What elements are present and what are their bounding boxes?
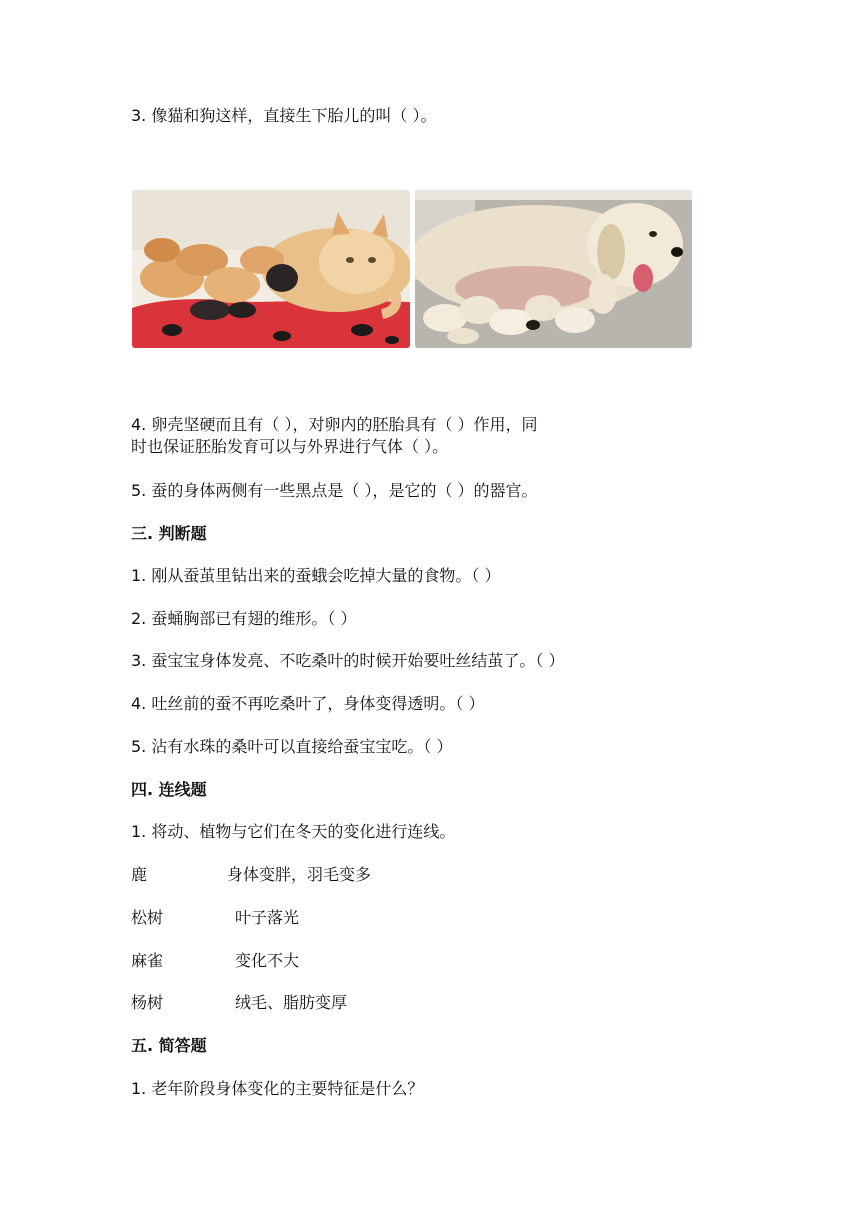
judgment-item-5: 5. 沾有水珠的桑叶可以直接给蚕宝宝吃。（ ） — [131, 737, 453, 756]
matching-left-item: 麻雀 — [131, 951, 164, 970]
matching-right-item: 变化不大 — [235, 951, 300, 970]
fill-blank-question-4-line1: 4. 卵壳坚硬而且有（ ），对卵内的胚胎具有（ ）作用，同 — [131, 415, 538, 434]
matching-right-item: 身体变胖，羽毛变多 — [227, 865, 372, 884]
matching-left-item: 松树 — [131, 908, 164, 927]
dog-nursing-photo — [415, 190, 692, 348]
fill-blank-question-3: 3. 像猫和狗这样，直接生下胎儿的叫（ ）。 — [131, 106, 437, 125]
judgment-item-4: 4. 吐丝前的蚕不再吃桑叶了，身体变得透明。（ ） — [131, 694, 485, 713]
matching-left-item: 鹿 — [131, 865, 148, 884]
short-answer-question: 1. 老年阶段身体变化的主要特征是什么？ — [131, 1079, 424, 1098]
matching-right-item: 绒毛、脂肪变厚 — [235, 993, 348, 1012]
matching-question: 1. 将动、植物与它们在冬天的变化进行连线。 — [131, 822, 456, 841]
section-matching-title: 四. 连线题 — [131, 780, 207, 799]
matching-left-item: 杨树 — [131, 993, 164, 1012]
cat-nursing-photo — [132, 190, 410, 348]
judgment-item-1: 1. 刚从蚕茧里钻出来的蚕蛾会吃掉大量的食物。（ ） — [131, 566, 501, 585]
animal-photos — [132, 190, 692, 348]
matching-right-item: 叶子落光 — [235, 908, 300, 927]
section-judgment-title: 三. 判断题 — [131, 524, 207, 543]
judgment-item-3: 3. 蚕宝宝身体发亮、不吃桑叶的时候开始要吐丝结茧了。（ ） — [131, 651, 565, 670]
judgment-item-2: 2. 蚕蛹胸部已有翅的维形。（ ） — [131, 609, 357, 628]
fill-blank-question-5: 5. 蚕的身体两侧有一些黑点是（ ），是它的（ ）的器官。 — [131, 481, 538, 500]
fill-blank-question-4-line2: 时也保证胚胎发育可以与外界进行气体（ ）。 — [131, 437, 449, 456]
section-short-answer-title: 五. 简答题 — [131, 1036, 207, 1055]
